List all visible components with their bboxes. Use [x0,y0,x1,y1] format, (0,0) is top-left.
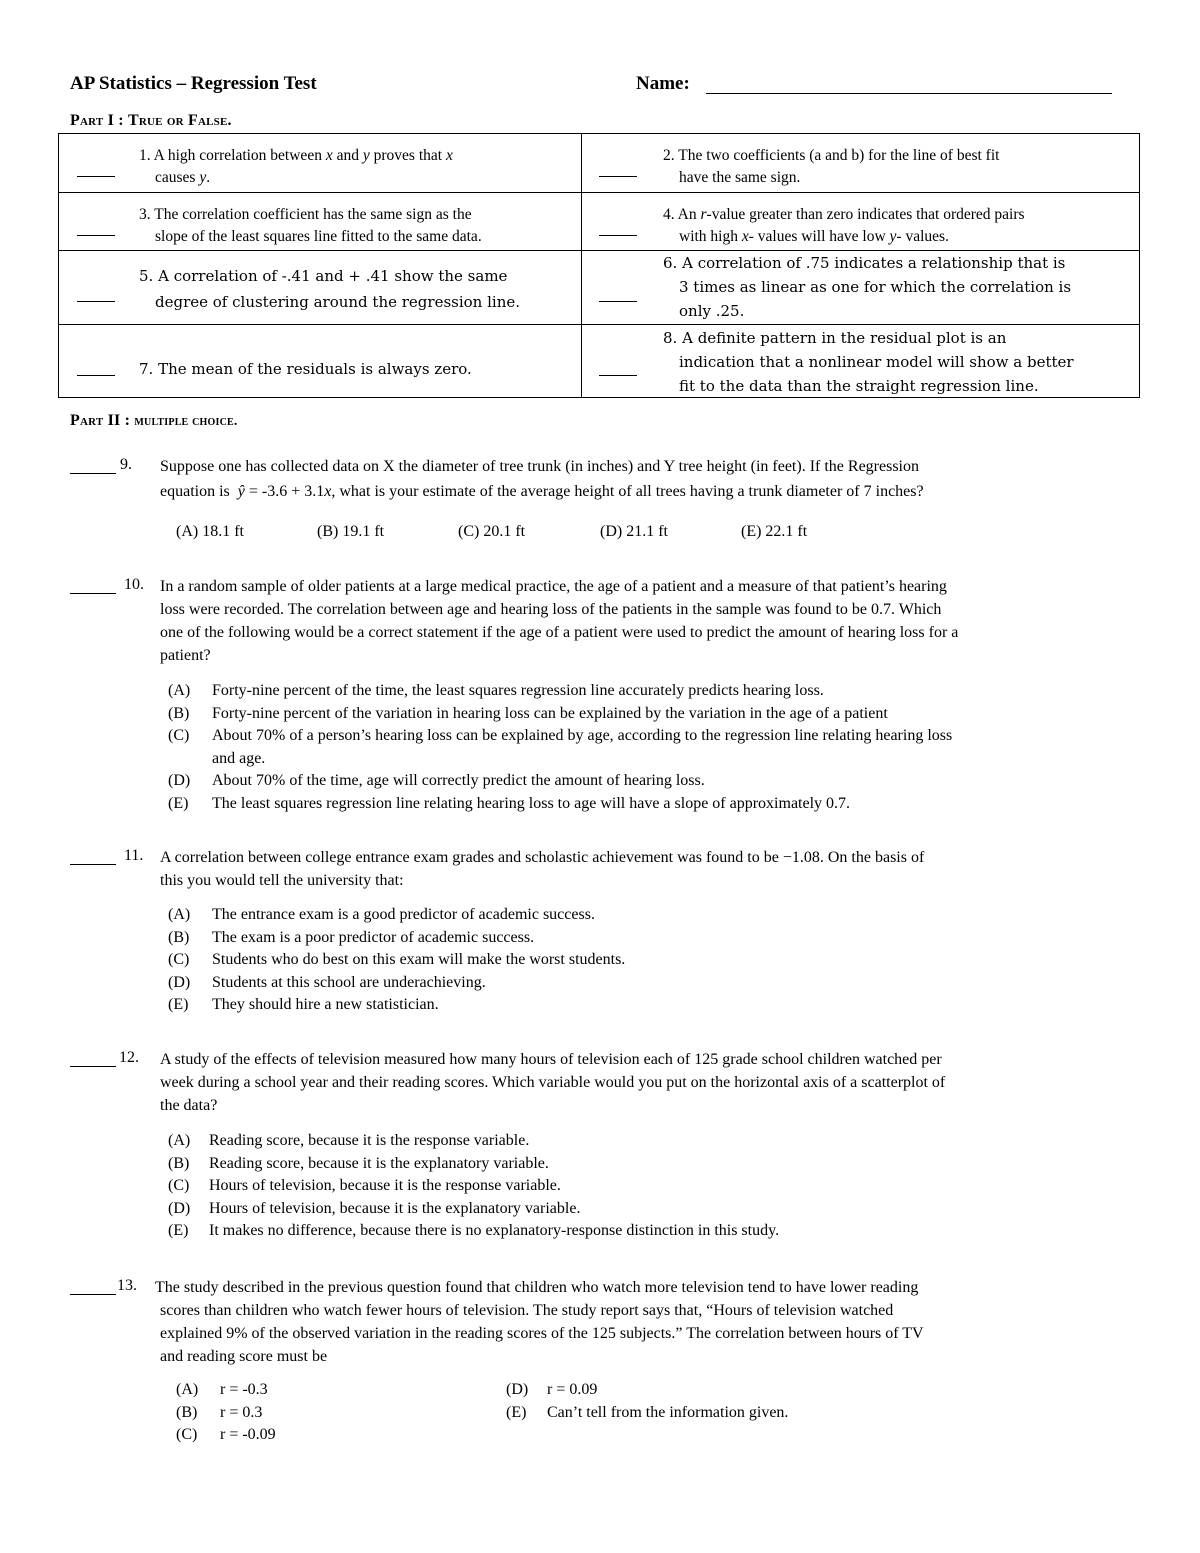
table-row [59,192,1139,250]
tf-item-4-text [663,204,1025,248]
tf-text-part: fit to the data than the straight regression line. [679,377,1039,395]
tf-item-3-text [139,204,482,248]
tf-item-5 [59,251,581,324]
option-label: (B) [168,704,190,722]
option-text: About 70% of the time, age will correctly predict the amount of hearing loss. [212,772,705,789]
option-c[interactable] [168,725,1158,748]
tf-text-part: The correlation coefficient has the same sign as the [154,206,472,223]
option-label: (D) [168,772,191,789]
tf-item-1 [59,134,581,192]
tf-text-part: A high correlation between [153,147,322,164]
tf-text-part: -value greater than zero indicates that ordered pairs [706,206,1025,223]
tf-item-2 [583,134,1139,192]
part2-heading-part: Part II : [70,412,131,429]
option-label: (B) [168,1154,190,1172]
option-e[interactable] [168,1220,1158,1243]
tf-item-number: 7. [139,360,154,378]
question-line: loss were recorded. The correlation between age and hearing loss of the patients in the sample was found to be 0.7. Which [160,601,942,618]
question-text-part: , what is your estimate of the average height of all trees having a trunk diameter of 7 inches? [331,483,924,500]
option-text: Hours of television, because it is the explanatory variable. [209,1199,581,1217]
question-line: explained 9% of the observed variation in the reading scores of the 125 subjects.” The correlation between hours of TV [160,1325,924,1342]
tf-var: x [445,147,453,164]
tf-item-number: 2. [663,147,675,164]
name-blank-line[interactable] [706,93,1112,94]
part2-heading [70,412,238,430]
option-c[interactable] [176,1424,496,1447]
option-b[interactable] [168,927,1158,950]
question-13-options-left [176,1379,496,1447]
tf-item-6 [583,251,1139,324]
answer-blank-9[interactable] [70,473,116,474]
tf-item-2-text [663,145,999,189]
answer-blank-12[interactable] [70,1066,116,1067]
answer-blank-3[interactable] [77,235,115,236]
tf-text-part: with high [679,228,738,245]
table-row [59,134,1139,192]
option-a[interactable] [168,1130,1158,1153]
option-label: (A) [176,1381,199,1398]
option-text: Students at this school are underachieving. [212,973,486,991]
question-line: A correlation between college entrance exam grades and scholastic achievement was found to be −1.08. On the basis of [160,849,925,866]
question-line: patient? [160,647,211,664]
option-label: (C) [176,1426,198,1443]
answer-blank-4[interactable] [599,235,637,236]
tf-text-part: degree of clustering around the regression line. [155,293,521,311]
question-text-part: equation is [160,483,230,500]
tf-item-number: 8. [663,329,678,347]
question-line [160,480,1150,503]
option-label: (B) [176,1403,198,1421]
option-d[interactable] [506,1379,1006,1402]
option-text: The entrance exam is a good predictor of academic success. [212,906,595,923]
question-13-stem [155,1276,1155,1368]
tf-text-part: A definite pattern in the residual plot is an [682,329,1007,347]
tf-item-8-text [663,326,1074,398]
option-c[interactable] [168,949,1158,972]
option-b[interactable]: (B) 19.1 ft [317,523,385,540]
tf-item-8 [583,325,1139,398]
option-text: They should hire a new statistician. [212,996,439,1013]
tf-item-3 [59,193,581,250]
question-11-stem [160,846,1150,892]
tf-var: x [325,147,333,164]
option-text: r = 0.09 [547,1381,598,1398]
answer-blank-6[interactable] [599,301,637,302]
option-text: The least squares regression line relating hearing loss to age will have a slope of approximately 0.7. [212,794,851,812]
document-title: AP Statistics – Regression Test [70,73,317,94]
tf-text-part: 3 times as linear as one for which the correlation is [679,278,1072,296]
question-number: 13. [117,1277,137,1294]
tf-item-number: 5. [139,267,154,285]
tf-var: x [741,228,749,245]
tf-text-part: A correlation of -.41 and + .41 show the same [158,267,508,285]
tf-item-7-text [139,357,472,381]
option-e[interactable] [168,793,1158,816]
tf-text-part: have the same sign. [679,169,801,186]
tf-var: y [362,147,370,164]
part2-heading-rest: multiple choice. [134,414,238,429]
option-label: (E) [168,794,189,812]
question-var: x [324,483,332,500]
option-label: (C) [168,727,190,744]
question-text-part: = -3.6 + 3.1 [248,483,325,500]
tf-var: r [700,206,707,223]
option-e[interactable] [506,1402,1006,1425]
question-line: scores than children who watch fewer hours of television. The study report says that, “Hours of television watched [160,1302,894,1319]
option-text: Reading score, because it is the response variable. [209,1132,530,1149]
option-e[interactable] [168,994,1158,1017]
option-text: Reading score, because it is the explanatory variable. [209,1154,549,1172]
question-13-options-right [506,1379,1006,1424]
true-false-table [58,133,1140,398]
question-9-stem [160,455,1150,503]
option-text: r = -0.3 [220,1381,268,1398]
option-a[interactable]: (A) 18.1 ft [176,523,244,540]
tf-text-part: indication that a nonlinear model will show a better [679,353,1074,371]
tf-item-5-text [139,263,520,315]
question-12-stem [160,1048,1160,1117]
tf-text-part: . [206,169,211,186]
answer-blank-13[interactable] [70,1294,116,1295]
option-text: Hours of television, because it is the response variable. [209,1177,561,1194]
option-text: r = -0.09 [220,1426,276,1443]
tf-text-part: causes [155,169,196,186]
option-label: (D) [168,973,191,991]
option-label: (D) [506,1381,529,1398]
y-hat-symbol: ŷ [237,483,245,500]
tf-text-part: An [677,206,697,223]
tf-var: y [889,228,897,245]
tf-item-7 [59,325,581,398]
option-b[interactable] [168,1153,1158,1176]
tf-text-part: - values will have low [748,228,886,245]
part1-heading [70,112,232,130]
option-text: Forty-nine percent of the time, the least squares regression line accurately predicts hearing loss. [212,682,824,699]
tf-text-part: and [336,147,359,164]
option-d[interactable] [168,972,1158,995]
tf-item-4 [583,193,1139,250]
option-label: (C) [168,1177,190,1194]
option-label: (A) [168,1132,191,1149]
table-row [59,324,1139,398]
option-text: Students who do best on this exam will make the worst students. [212,951,626,968]
option-c[interactable] [168,1175,1158,1198]
question-line: week during a school year and their reading scores. Which variable would you put on the horizontal axis of a scatterplot of [160,1074,946,1091]
tf-item-6-text [663,251,1071,323]
question-number: 10. [124,576,144,593]
option-label: (C) [168,951,190,968]
part1-heading-rest: True or False. [127,112,232,129]
option-text: About 70% of a person’s hearing loss can be explained by age, according to the regression line relating hearing loss [212,727,953,744]
answer-blank-8[interactable] [599,375,637,376]
option-c[interactable]: (C) 20.1 ft [458,523,526,540]
option-label: (D) [168,1199,191,1217]
answer-blank-2[interactable] [599,176,637,177]
option-label: (E) [506,1403,527,1421]
option-a[interactable] [176,1379,496,1402]
tf-text-part: A correlation of .75 indicates a relationship that is [682,254,1066,272]
table-row [59,250,1139,324]
option-e[interactable]: (E) 22.1 ft [741,523,808,540]
option-b[interactable] [176,1402,496,1425]
question-line: the data? [160,1097,218,1114]
tf-text-part: only .25. [679,302,745,320]
option-label: (A) [168,682,191,699]
tf-item-number: 3. [139,206,151,223]
question-number: 9. [120,456,132,473]
tf-var: y [199,169,207,186]
answer-blank-7[interactable] [77,375,115,376]
option-text-continued: and age. [212,749,266,767]
tf-text-part: proves that [373,147,443,164]
question-line: one of the following would be a correct statement if the age of a patient were used to predict the amount of hearing loss for a [160,624,959,641]
question-11-options [168,904,1158,1017]
option-a[interactable] [168,680,1158,703]
question-12-options [168,1130,1158,1243]
question-line: In a random sample of older patients at a large medical practice, the age of a patient and a measure of that patient’s hearing [160,578,947,595]
tf-text-part: The two coefficients (a and b) for the line of best fit [678,147,1000,164]
option-label: (B) [168,928,190,946]
question-line: The study described in the previous question found that children who watch more television tend to have lower reading [155,1279,919,1296]
tf-text-part: slope of the least squares line fitted to the same data. [155,228,482,245]
option-text: Forty-nine percent of the variation in hearing loss can be explained by the variation in the age of a patient [212,704,888,722]
option-text: r = 0.3 [220,1403,263,1421]
tf-text-part: The mean of the residuals is always zero. [158,360,472,378]
question-10-stem [160,575,1160,667]
tf-text-part: - values. [896,228,949,245]
option-text: Can’t tell from the information given. [547,1403,789,1421]
answer-blank-11[interactable] [70,864,116,865]
tf-item-number: 1. [139,147,151,164]
answer-blank-10[interactable] [70,593,116,594]
answer-blank-1[interactable] [77,176,115,177]
option-b[interactable] [168,703,1158,726]
part1-heading-part: Part I : [70,112,124,129]
answer-blank-5[interactable] [77,301,115,302]
option-d[interactable]: (D) 21.1 ft [600,523,668,540]
option-text: The exam is a poor predictor of academic success. [212,928,535,946]
option-label: (E) [168,996,189,1013]
name-label: Name: [636,73,690,94]
tf-item-1-text [139,145,453,189]
question-number: 12. [119,1049,139,1066]
option-label: (A) [168,906,191,923]
question-line: this you would tell the university that: [160,872,404,889]
question-number: 11. [124,847,144,864]
question-10-options [168,680,1158,815]
option-a[interactable] [168,904,1158,927]
question-line: Suppose one has collected data on X the diameter of tree trunk (in inches) and Y tree height (in feet). If the Regression [160,458,919,475]
tf-item-number: 6. [663,254,678,272]
tf-item-number: 4. [663,206,675,223]
option-d[interactable] [168,770,1158,793]
option-d[interactable] [168,1198,1158,1221]
option-label: (E) [168,1222,189,1239]
option-text: It makes no difference, because there is no explanatory-response distinction in this study. [209,1222,780,1239]
question-line: A study of the effects of television measured how many hours of television each of 125 grade school children watched per [160,1051,942,1068]
question-line: and reading score must be [160,1348,328,1365]
